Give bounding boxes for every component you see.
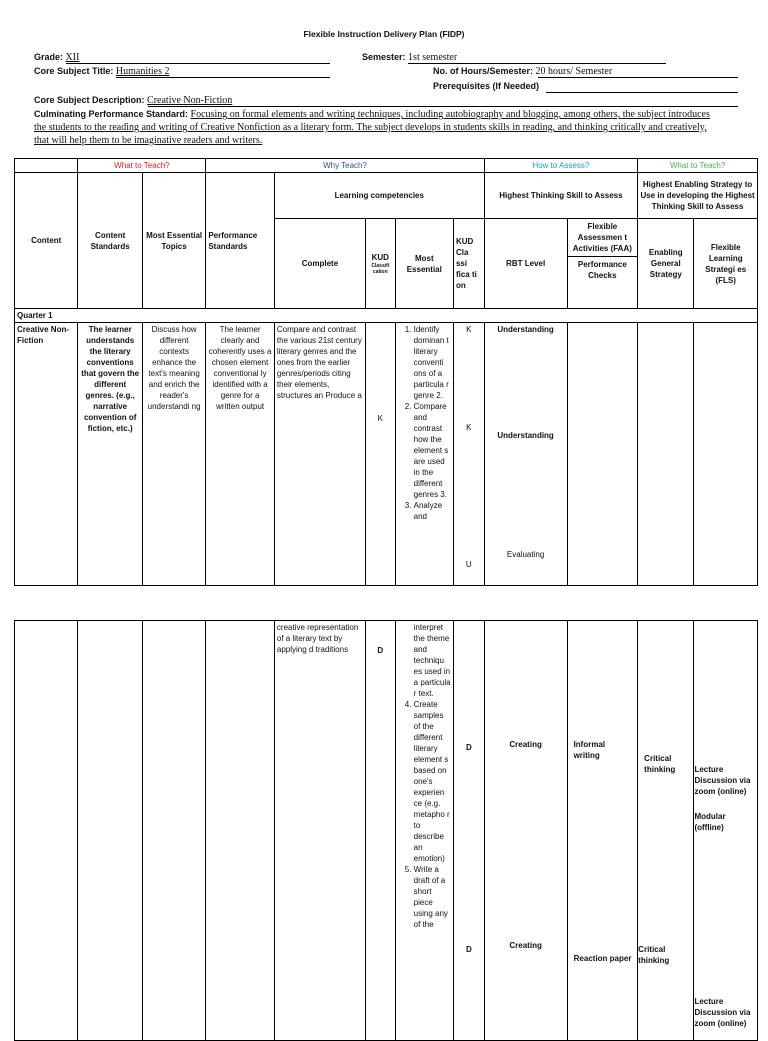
kud-1: K [466,325,472,334]
strategy-cell-2 [638,621,694,1041]
grade-label: Grade: [34,52,64,62]
rbt-2: Understanding [497,431,554,440]
fls-cell-2 [694,621,758,1041]
subject-field [34,66,169,77]
description-label: Core Subject Description: [34,95,145,105]
essential-cell-2 [395,621,453,1041]
highest-enabling-header: Highest Enabling Strategy to Use in developing the Highest Thinking Skill to Assess [638,173,758,219]
rbt-level-header: RBT Level [484,219,567,309]
kud-class-cell [453,323,484,586]
performance-standards-header: Performance Standards [206,173,275,309]
hours-field [433,66,612,77]
fls-4b: Modular (offline) [694,812,726,832]
fls-cell [694,323,758,586]
semester-value: 1st semester [408,52,458,63]
strategy-5: Critical thinking [638,945,670,965]
complete-cell-2: creative representation of a literary text by applying d traditions [274,621,365,1041]
essential-cell [395,323,453,586]
kud-header-small: Classifi cation [371,263,390,275]
faa-header [567,219,638,309]
subject-label: Core Subject Title: [34,66,114,76]
essential-cont: interpret the theme and techniqu es used in a particula r text. [413,623,451,698]
what-to-teach-header: What to Teach? [78,159,206,173]
hours-label: No. of Hours/Semester: [433,66,534,76]
strategy-cell [638,323,694,586]
performance-cell: The learner clearly and coherently uses a chosen element conventional ly identified with a genre for a written output [206,323,275,586]
topics-cell-2 [142,621,205,1041]
kud-3: U [465,560,472,569]
cps-label: Culminating Performance Standard: [34,109,189,119]
most-essential-header: Most Essential [395,219,453,309]
kud-class-header: KUD Cla ssi fica ti on [453,219,484,309]
essential-item-1: 1. Identify dominan t literary conventi ons of a particula r genre 2. [414,324,452,401]
prereq-label: Prerequisites (If Needed) [433,81,540,91]
kud-4: D [465,743,472,752]
content-cell-2 [15,621,78,1041]
hours-value: 20 hours/ Semester [535,66,613,77]
fls-4a: Lecture Discussion via zoom (online) [694,765,751,796]
how-to-assess-header: How to Assess? [484,159,637,173]
description-value: Creative Non-Fiction [147,95,233,106]
subject-value: Humanities 2 [115,66,170,77]
faa-5: Reaction paper [573,954,632,963]
highest-thinking-header: Highest Thinking Skill to Assess [484,173,637,219]
essential-item-4: 4. Create samples of the different literary element s based on one's experien ce (e.g. metapho r to describe an emotion) [414,699,452,864]
why-teach-header: Why Teach? [206,159,484,173]
strategy-4: Critical thinking [644,754,676,774]
faa-cell [567,323,638,586]
complete-cell: Compare and contrast the various 21st century literary genres and the ones from the earlier genres/periods citing their elements, structures an Produce a [274,323,365,586]
essential-topics-header: Most Essential Topics [142,173,205,309]
grade-value: XII [65,52,80,63]
description-field [34,95,232,106]
rbt-cell-2 [484,621,567,1041]
rbt-5: Creating [509,941,542,950]
semester-label: Semester: [362,52,406,62]
semester-field [362,52,457,63]
topics-cell: Discuss how different contexts enhance the text's meaning and enrich the reader's understandi ng [142,323,205,586]
rbt-3: Evaluating [506,550,545,559]
fidp-table-page-1 [14,158,758,586]
kud-cell: K [365,323,395,586]
kud-5: D [465,945,472,954]
complete-header: Complete [274,219,365,309]
rbt-cell [484,323,567,586]
fls-header: Flexible Learning Strategi es (FLS) [694,219,758,309]
what-to-teach-header-2: What to Teach? [638,159,758,173]
rbt-4: Creating [509,740,542,749]
cps-text-2: the students to the reading and writing of Creative Nonfiction as a literary form. The subject develops in students skills in reading, and thinking critically and creatively, [34,122,707,133]
grade-field [34,52,79,63]
content-standard-cell: The learner understands the literary conventions that govern the different genres. (e.g., narrative convention of fiction, etc.) [78,323,142,586]
prereq-field [433,81,539,91]
essential-item-2: 2. Compare and contrast how the element s are used in the different genres 3. [414,401,452,500]
learning-competencies-header: Learning competencies [274,173,484,219]
kud-header [365,219,395,309]
enabling-general-header: Enabling General Strategy [638,219,694,309]
cps-text-1: Focusing on formal elements and writing techniques, including autobiography and blogging, among others, the subject introduces [190,109,710,120]
kud-header-label: KUD [371,253,389,262]
content-header: Content [15,173,78,309]
performance-cell-2 [206,621,275,1041]
content-cell: Creative Non-Fiction [15,323,78,586]
faa-cell-2 [567,621,638,1041]
fidp-table-page-2 [14,620,758,1041]
kud-cell-2: D [365,621,395,1041]
faa-label: Flexible Assessmen t Activities (FAA) [568,219,638,257]
page-title: Flexible Instruction Delivery Plan (FIDP) [303,29,465,39]
essential-item-3: 3. Analyze and [414,500,452,522]
kud-class-cell-2 [453,621,484,1041]
culminating-standard [34,108,756,147]
content-standards-header: Content Standards [78,173,142,309]
essential-item-5: 5. Write a draft of a short piece using any of the [414,864,452,930]
quarter-label: Quarter 1 [15,309,758,323]
rbt-1: Understanding [497,325,554,334]
content-standard-cell-2 [78,621,142,1041]
faa-4: Informal writing [573,740,606,760]
kud-2: K [466,423,472,432]
performance-checks-label: Performance Checks [577,260,627,280]
cps-text-3: that will help them to be imaginative readers and writers. [34,135,263,146]
fls-5: Lecture Discussion via zoom (online) [694,997,751,1028]
